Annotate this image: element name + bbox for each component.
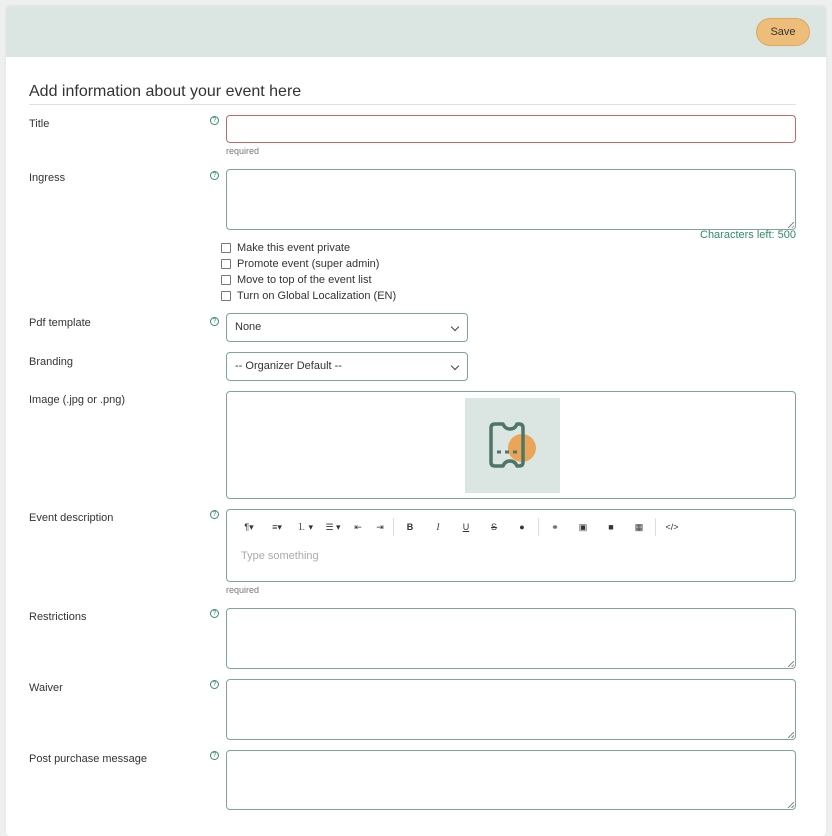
top-of-list-checkbox[interactable] (221, 275, 231, 285)
image-placeholder (465, 398, 560, 493)
top-bar (6, 6, 826, 57)
outdent-icon[interactable]: ⇤ (354, 522, 362, 532)
waiver-label: Waiver (29, 682, 63, 694)
top-of-list-checkbox-row[interactable] (221, 273, 372, 287)
table-icon[interactable]: ▦ (634, 522, 644, 532)
restrictions-help-icon[interactable]: ? (210, 609, 219, 618)
post-purchase-textarea[interactable] (226, 750, 796, 810)
branding-select[interactable] (226, 352, 468, 381)
italic-icon[interactable]: I (436, 522, 440, 532)
localization-checkbox-label: Turn on Global Localization (EN) (237, 290, 397, 302)
promote-checkbox-row[interactable] (221, 257, 379, 271)
title-label: Title (29, 118, 50, 130)
ingress-label: Ingress (29, 172, 66, 184)
toolbar-divider (538, 518, 539, 536)
pdf-template-select[interactable] (226, 313, 468, 342)
post-purchase-help-icon[interactable]: ? (210, 751, 219, 760)
restrictions-textarea[interactable] (226, 608, 796, 669)
resize-grip-icon[interactable] (788, 802, 794, 808)
align-icon[interactable]: ≡▾ (272, 522, 282, 532)
toolbar-divider (393, 518, 394, 536)
pdf-template-value: None (235, 321, 262, 333)
image-label: Image (.jpg or .png) (29, 394, 125, 406)
color-icon[interactable]: ● (519, 522, 525, 532)
title-help-icon[interactable]: ? (210, 116, 219, 125)
ingress-help-icon[interactable]: ? (210, 171, 219, 180)
private-checkbox-label: Make this event private (237, 242, 351, 254)
unordered-list-icon[interactable]: ☰ ▾ (325, 522, 341, 532)
chevron-down-icon (451, 362, 459, 370)
ingress-textarea[interactable] (226, 169, 796, 230)
branding-value: -- Organizer Default -- (235, 360, 342, 372)
description-label: Event description (29, 512, 114, 524)
localization-checkbox[interactable] (221, 291, 231, 301)
post-purchase-label: Post purchase message (29, 753, 148, 765)
form-card (6, 6, 826, 836)
private-checkbox-row[interactable] (221, 241, 350, 255)
toolbar-divider (655, 518, 656, 536)
description-required-hint: required (226, 585, 260, 595)
private-checkbox[interactable] (221, 243, 231, 253)
top-of-list-checkbox-label: Move to top of the event list (237, 274, 372, 286)
section-title: Add information about your event here (29, 83, 796, 105)
title-required-hint: required (226, 146, 260, 156)
resize-grip-icon[interactable] (788, 661, 794, 667)
code-view-icon[interactable]: </> (665, 522, 679, 532)
branding-label: Branding (29, 356, 74, 368)
save-button[interactable]: Save (756, 18, 810, 46)
waiver-textarea[interactable] (226, 679, 796, 740)
waiver-help-icon[interactable]: ? (210, 680, 219, 689)
resize-grip-icon[interactable] (788, 222, 794, 228)
editor-placeholder: Type something (241, 550, 319, 562)
editor-toolbar (235, 518, 686, 536)
resize-grip-icon[interactable] (788, 732, 794, 738)
pdf-template-label: Pdf template (29, 317, 91, 329)
underline-icon[interactable]: U (462, 522, 470, 532)
indent-icon[interactable]: ⇥ (376, 522, 384, 532)
chevron-down-icon (451, 323, 459, 331)
restrictions-label: Restrictions (29, 611, 87, 623)
image-icon[interactable]: ▣ (578, 522, 588, 532)
promote-checkbox[interactable] (221, 259, 231, 269)
bold-icon[interactable]: B (406, 522, 414, 532)
description-help-icon[interactable]: ? (210, 510, 219, 519)
title-input[interactable] (226, 115, 796, 143)
link-icon[interactable]: ⚭ (551, 522, 559, 532)
localization-checkbox-row[interactable] (221, 289, 396, 303)
ingress-chars-left: Characters left: 500 (700, 229, 796, 241)
description-editor[interactable] (226, 509, 796, 582)
image-upload-box[interactable] (226, 391, 796, 499)
video-icon[interactable]: ■ (608, 522, 614, 532)
pdf-template-help-icon[interactable]: ? (210, 317, 219, 326)
promote-checkbox-label: Promote event (super admin) (237, 258, 380, 270)
paragraph-icon[interactable]: ¶▾ (244, 522, 254, 532)
ordered-list-icon[interactable]: ⒈ ▾ (296, 522, 314, 532)
ticket-icon (465, 398, 560, 493)
strikethrough-icon[interactable]: S (490, 522, 497, 532)
